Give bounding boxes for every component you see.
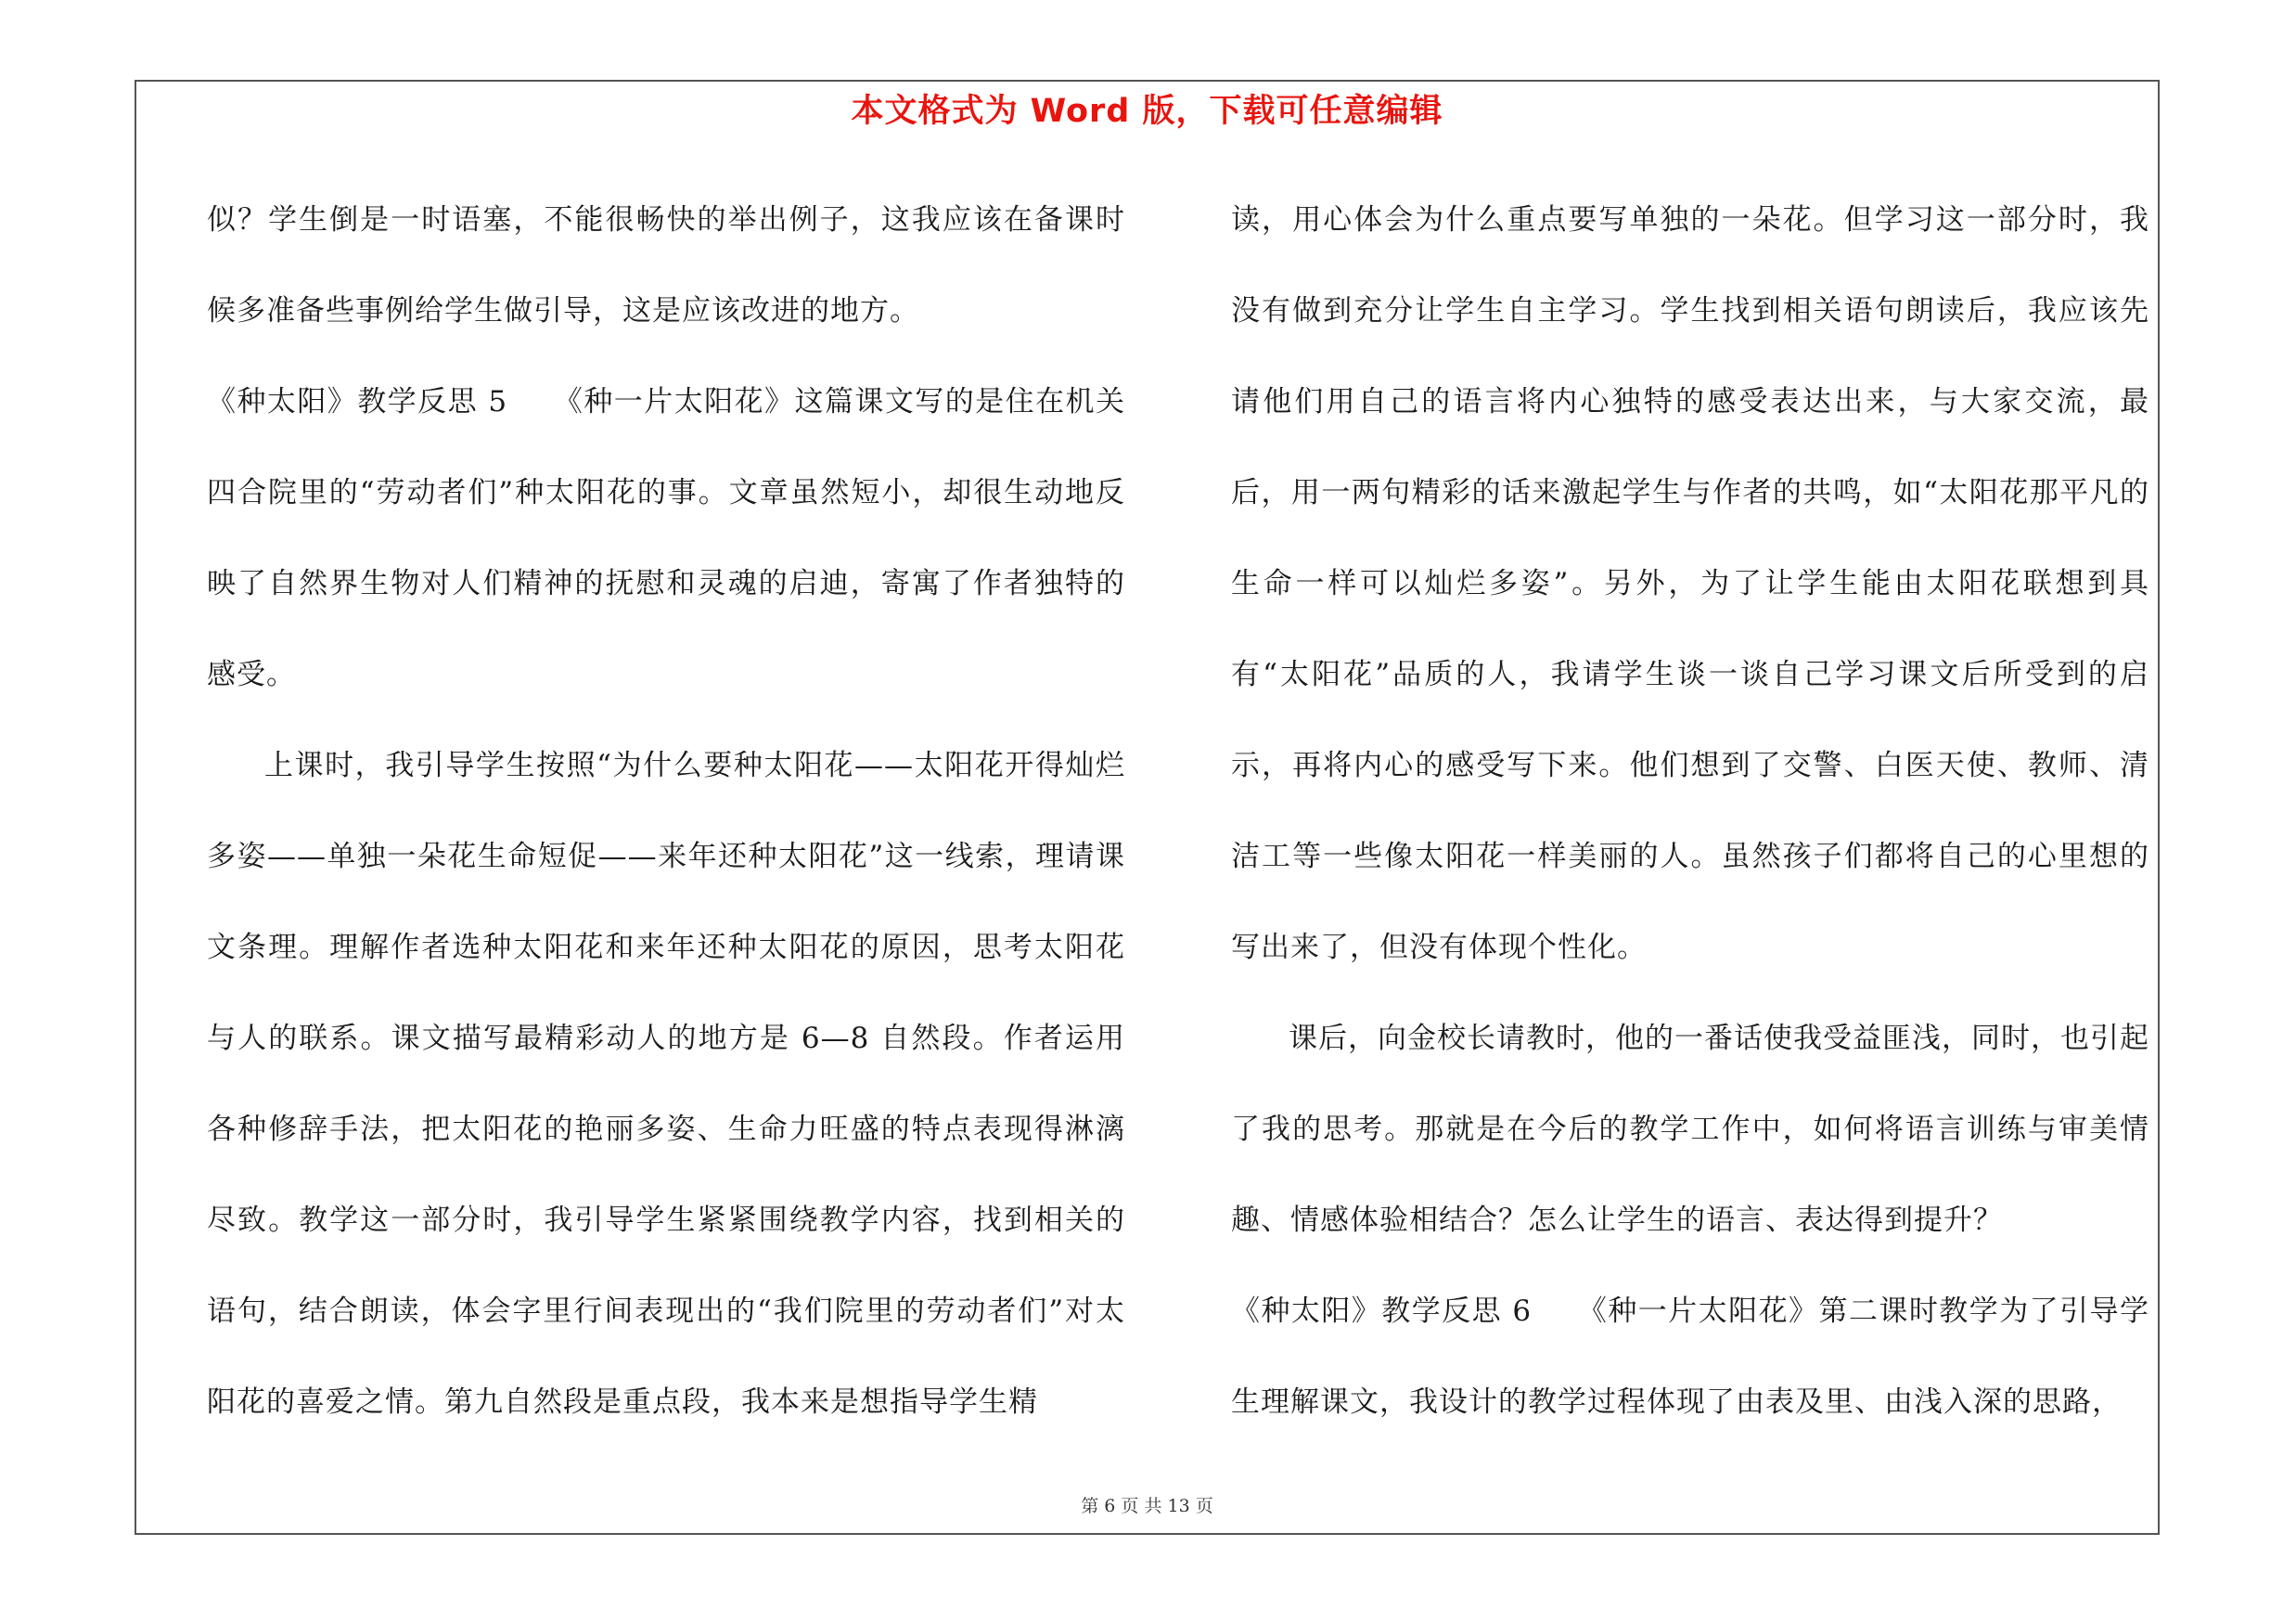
document-page [135,80,2160,1535]
right-text-column [1231,174,2149,1448]
paragraph: 《种太阳》教学反思 6 《种一片太阳花》第二课时教学为了引导学生理解课文，我设计的教学过程体现了由表及里、由浅入深的思路， [1231,1295,2149,1419]
paragraph: 《种太阳》教学反思 5 《种一片太阳花》这篇课文写的是住在机关四合院里的“劳动者们”种太阳花的事。文章虽然短小，却很生动地反映了自然界生物对人们精神的抚慰和灵魂的启迪，寄寓了作者独特的感受。 [207,385,1125,691]
paragraph: 课后，向金校长请教时，他的一番话使我受益匪浅，同时，也引起了我的思考。那就是在今后的教学工作中，如何将语言训练与审美情趣、情感体验相结合？怎么让学生的语言、表达得到提升？ [1231,1022,2149,1237]
paragraph: 似？学生倒是一时语塞，不能很畅快的举出例子，这我应该在备课时候多准备些事例给学生做引导，这是应该改进的地方。 [207,203,1125,328]
page-number-footer: 第 6 页 共 13 页 [1081,1496,1213,1516]
paragraph: 读，用心体会为什么重点要写单独的一朵花。但学习这一部分时，我没有做到充分让学生自主学习。学生找到相关语句朗读后，我应该先请他们用自己的语言将内心独特的感受表达出来，与大家交流，最后，用一两句精彩的话来激起学生与作者的共鸣，如“太阳花那平凡的生命一样可以灿烂多姿”。另外，为了让学生能由太阳花联想到具有“太阳花”品质的人，我请学生谈一谈自己学习课文后所受到的启示，再将内心的感受写下来。他们想到了交警、白医天使、教师、清洁工等一些像太阳花一样美丽的人。虽然孩子们都将自己的心里想的写出来了，但没有体现个性化。 [1231,203,2149,964]
paragraph: 上课时，我引导学生按照“为什么要种太阳花——太阳花开得灿烂多姿——单独一朵花生命短促——来年还种太阳花”这一线索，理请课文条理。理解作者选种太阳花和来年还种太阳花的原因，思考太阳花与人的联系。课文描写最精彩动人的地方是 6—8 自然段。作者运用各种修辞手法，把太阳花的艳丽多姿、生命力旺盛的特点表现得淋漓尽致。教学这一部分时，我引导学生紧紧围绕教学内容，找到相关的语句，结合朗读，体会字里行间表现出的“我们院里的劳动者们”对太阳花的喜爱之情。第九自然段是重点段，我本来是想指导学生精 [207,749,1125,1419]
left-text-column [207,174,1125,1448]
format-banner: 本文格式为 Word 版，下载可任意编辑 [851,93,1443,130]
